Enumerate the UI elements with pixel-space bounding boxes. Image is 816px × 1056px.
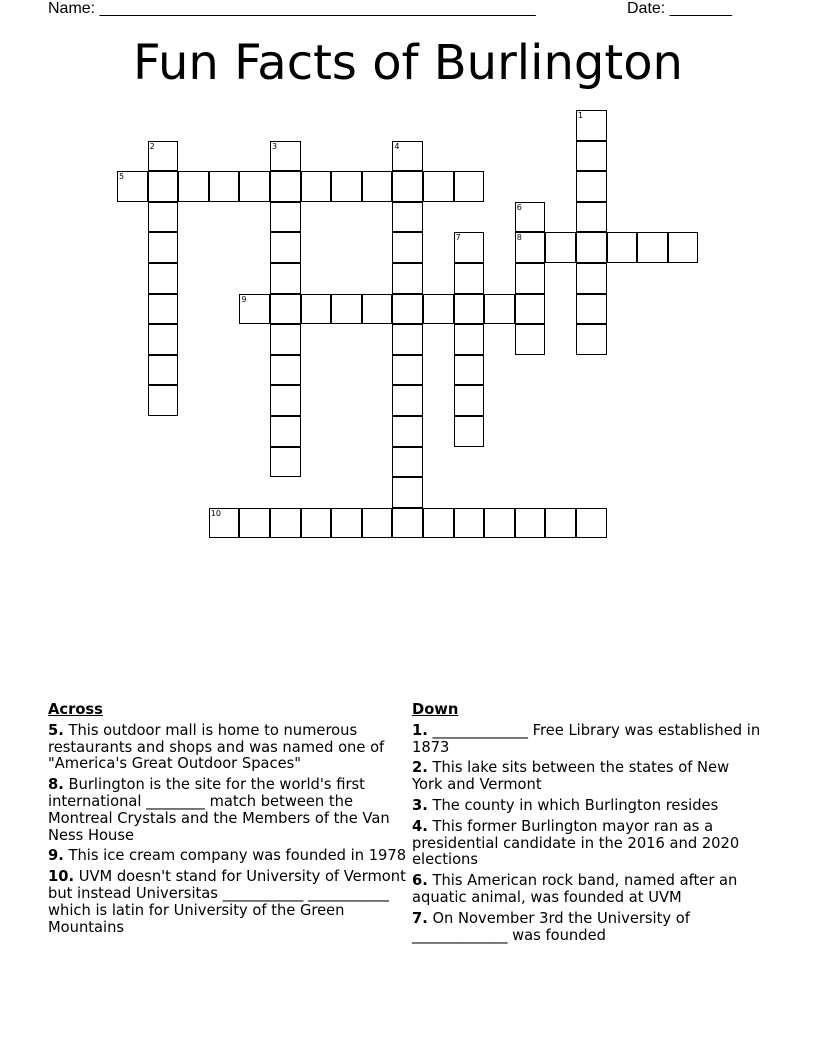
crossword-cell[interactable] bbox=[607, 232, 638, 263]
crossword-cell[interactable] bbox=[270, 355, 301, 386]
crossword-cell[interactable] bbox=[270, 294, 301, 325]
date-field-line: Date: _______ bbox=[627, 0, 732, 17]
crossword-cell[interactable] bbox=[392, 416, 423, 447]
crossword-cell[interactable] bbox=[148, 232, 179, 263]
crossword-cell[interactable] bbox=[331, 171, 362, 202]
crossword-cell[interactable] bbox=[454, 232, 485, 263]
crossword-cell[interactable] bbox=[637, 232, 668, 263]
crossword-cell[interactable] bbox=[515, 294, 546, 325]
crossword-cell[interactable] bbox=[301, 508, 332, 539]
clue-number: 2. bbox=[412, 759, 428, 777]
clue-text: _____________ Free Library was established in 1873 bbox=[412, 721, 761, 756]
clue-number: 7. bbox=[412, 909, 428, 927]
crossword-cell[interactable] bbox=[392, 202, 423, 233]
cell-number: 3 bbox=[272, 141, 278, 151]
crossword-cell[interactable] bbox=[392, 324, 423, 355]
crossword-cell[interactable] bbox=[454, 416, 485, 447]
name-field-line: Name: _________________________________________________ bbox=[48, 0, 536, 17]
crossword-cell[interactable] bbox=[576, 263, 607, 294]
crossword-cell[interactable] bbox=[148, 324, 179, 355]
crossword-cell[interactable] bbox=[239, 508, 270, 539]
across-heading: Across bbox=[48, 701, 103, 718]
across-clue bbox=[48, 848, 408, 865]
crossword-cell[interactable] bbox=[545, 508, 576, 539]
down-clues bbox=[412, 702, 762, 948]
crossword-cell[interactable] bbox=[239, 171, 270, 202]
crossword-cell[interactable] bbox=[301, 171, 332, 202]
cell-number: 9 bbox=[241, 294, 247, 304]
crossword-cell[interactable] bbox=[576, 294, 607, 325]
crossword-cell[interactable] bbox=[148, 171, 179, 202]
crossword-cell[interactable] bbox=[148, 141, 179, 172]
clue-number: 8. bbox=[48, 776, 64, 794]
crossword-cell[interactable] bbox=[362, 294, 393, 325]
cell-number: 2 bbox=[149, 141, 155, 151]
cell-number: 5 bbox=[119, 172, 125, 182]
cell-number: 8 bbox=[516, 233, 522, 243]
crossword-cell[interactable] bbox=[392, 447, 423, 478]
crossword-cell[interactable] bbox=[392, 508, 423, 539]
clue-number: 9. bbox=[48, 847, 64, 865]
clue-number: 4. bbox=[412, 817, 428, 835]
crossword-cell[interactable] bbox=[484, 294, 515, 325]
crossword-cell[interactable] bbox=[576, 324, 607, 355]
crossword-cell[interactable] bbox=[392, 232, 423, 263]
crossword-cell[interactable] bbox=[392, 355, 423, 386]
clue-number: 5. bbox=[48, 721, 64, 739]
crossword-cell[interactable] bbox=[392, 477, 423, 508]
crossword-cell[interactable] bbox=[576, 110, 607, 141]
crossword-cell[interactable] bbox=[515, 202, 546, 233]
crossword-cell[interactable] bbox=[454, 324, 485, 355]
crossword-cell[interactable] bbox=[270, 263, 301, 294]
crossword-cell[interactable] bbox=[148, 355, 179, 386]
crossword-cell[interactable] bbox=[576, 202, 607, 233]
across-clues bbox=[48, 702, 408, 940]
crossword-cell[interactable] bbox=[270, 141, 301, 172]
crossword-cell[interactable] bbox=[423, 294, 454, 325]
crossword-cell[interactable] bbox=[239, 294, 270, 325]
crossword-cell[interactable] bbox=[454, 355, 485, 386]
clue-number: 3. bbox=[412, 796, 428, 814]
crossword-cell[interactable] bbox=[270, 171, 301, 202]
clue-number: 10. bbox=[48, 868, 75, 886]
crossword-cell[interactable] bbox=[454, 263, 485, 294]
cell-number: 4 bbox=[394, 141, 400, 151]
crossword-cell[interactable] bbox=[270, 508, 301, 539]
crossword-cell[interactable] bbox=[178, 171, 209, 202]
crossword-cell[interactable] bbox=[209, 508, 240, 539]
across-clue bbox=[48, 869, 408, 936]
crossword-cell[interactable] bbox=[331, 508, 362, 539]
clue-number: 6. bbox=[412, 872, 428, 890]
crossword-cell[interactable] bbox=[515, 324, 546, 355]
across-clue bbox=[48, 723, 408, 773]
down-clue bbox=[412, 723, 762, 757]
down-clue bbox=[412, 798, 762, 815]
across-clue bbox=[48, 777, 408, 844]
clue-text: UVM doesn't stand for University of Vermont but instead Universitas ___________ ___________ which is latin for University of the Green Mountains bbox=[48, 868, 406, 936]
crossword-cell[interactable] bbox=[454, 385, 485, 416]
crossword-cell[interactable] bbox=[270, 202, 301, 233]
crossword-cell[interactable] bbox=[515, 263, 546, 294]
crossword-cell[interactable] bbox=[270, 385, 301, 416]
crossword-cell[interactable] bbox=[576, 171, 607, 202]
crossword-cell[interactable] bbox=[576, 141, 607, 172]
crossword-cell[interactable] bbox=[392, 141, 423, 172]
crossword-cell[interactable] bbox=[148, 294, 179, 325]
clue-text: This former Burlington mayor ran as a presidential candidate in the 2016 and 2020 elections bbox=[412, 817, 740, 869]
crossword-cell[interactable] bbox=[148, 202, 179, 233]
crossword-cell[interactable] bbox=[392, 171, 423, 202]
crossword-cell[interactable] bbox=[392, 385, 423, 416]
down-clue bbox=[412, 911, 762, 945]
crossword-cell[interactable] bbox=[270, 324, 301, 355]
crossword-cell[interactable] bbox=[423, 508, 454, 539]
crossword-cell[interactable] bbox=[270, 232, 301, 263]
crossword-cell[interactable] bbox=[423, 171, 454, 202]
clue-text: This outdoor mall is home to numerous restaurants and shops and was named one of "America's Great Outdoor Spaces" bbox=[48, 721, 385, 773]
crossword-cell[interactable] bbox=[668, 232, 699, 263]
clue-text: This ice cream company was founded in 1978 bbox=[68, 847, 407, 865]
crossword-cell[interactable] bbox=[148, 385, 179, 416]
crossword-cell[interactable] bbox=[270, 447, 301, 478]
crossword-cell[interactable] bbox=[515, 508, 546, 539]
crossword-cell[interactable] bbox=[454, 171, 485, 202]
clue-text: This American rock band, named after an aquatic animal, was founded at UVM bbox=[412, 872, 738, 906]
clue-number: 1. bbox=[412, 721, 428, 739]
cell-number: 7 bbox=[455, 233, 461, 243]
crossword-cell[interactable] bbox=[392, 294, 423, 325]
down-clue bbox=[412, 873, 762, 907]
crossword-cell[interactable] bbox=[576, 508, 607, 539]
crossword-cell[interactable] bbox=[454, 508, 485, 539]
crossword-cell[interactable] bbox=[331, 294, 362, 325]
crossword-cell[interactable] bbox=[545, 232, 576, 263]
cell-number: 6 bbox=[516, 202, 522, 212]
crossword-cell[interactable] bbox=[515, 232, 546, 263]
crossword-cell[interactable] bbox=[270, 416, 301, 447]
cell-number: 1 bbox=[578, 111, 584, 120]
clue-text: The county in which Burlington resides bbox=[432, 796, 719, 814]
crossword-cell[interactable] bbox=[209, 171, 240, 202]
down-clue bbox=[412, 760, 762, 794]
down-heading: Down bbox=[412, 701, 459, 718]
crossword-cell[interactable] bbox=[484, 508, 515, 539]
down-clue bbox=[412, 819, 762, 869]
cell-number: 10 bbox=[210, 508, 221, 518]
crossword-cell[interactable] bbox=[454, 294, 485, 325]
crossword-cell[interactable] bbox=[392, 263, 423, 294]
crossword-cell[interactable] bbox=[362, 171, 393, 202]
crossword-cell[interactable] bbox=[362, 508, 393, 539]
crossword-cell[interactable] bbox=[576, 232, 607, 263]
crossword-cell[interactable] bbox=[301, 294, 332, 325]
crossword-cell[interactable] bbox=[148, 263, 179, 294]
page-title: Fun Facts of Burlington bbox=[133, 35, 683, 91]
clue-text: This lake sits between the states of New York and Vermont bbox=[412, 759, 730, 794]
crossword-cell[interactable] bbox=[117, 171, 148, 202]
clue-text: Burlington is the site for the world's first international ________ match between the Montreal Crystals and the Members of the Van Ness House bbox=[48, 776, 390, 844]
clue-text: On November 3rd the University of _____________ was founded bbox=[412, 909, 690, 944]
